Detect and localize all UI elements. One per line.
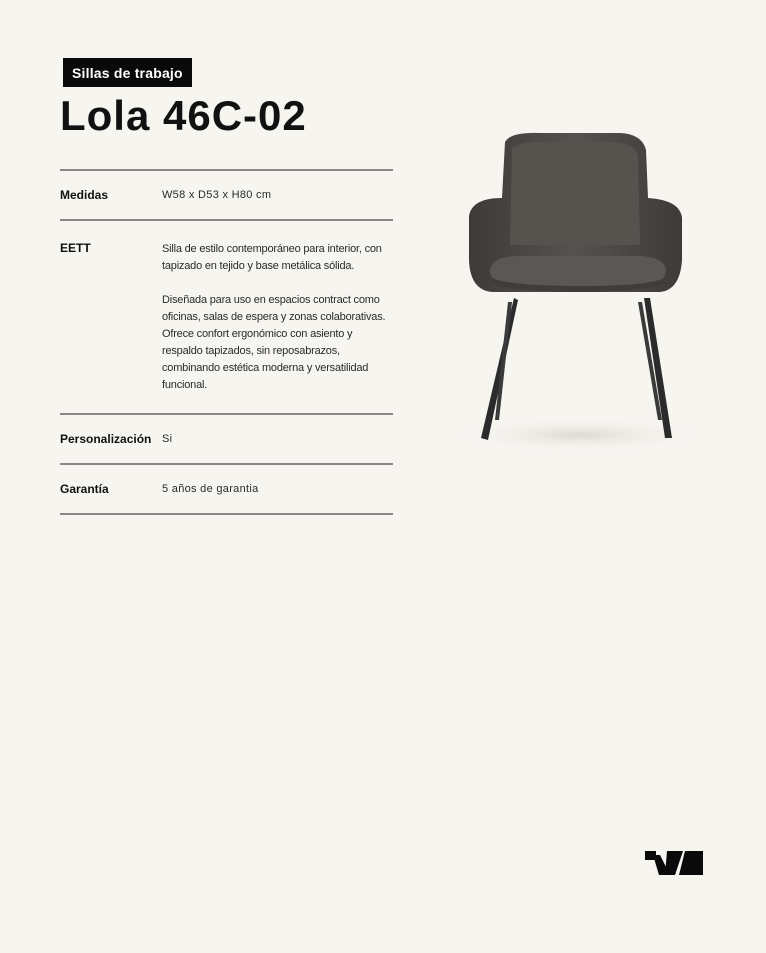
spec-value-personalizacion: Si	[162, 433, 173, 445]
spec-label-personalizacion: Personalización	[60, 432, 152, 446]
specs-table	[60, 169, 393, 515]
eett-paragraph-2: Diseñada para uso en espacios contract como oficinas, salas de espera y zonas colaborativas. Ofrece confort ergonómico con asiento y respaldo tapizados, sin reposabrazos, combinando estética moderna y versatilidad funcional.	[162, 294, 386, 391]
product-title: Lola 46C-02	[60, 92, 307, 139]
spec-row-personalizacion	[60, 413, 393, 463]
spec-label-eett: EETT	[60, 241, 91, 255]
spec-row-eett	[60, 219, 393, 413]
spec-label-medidas: Medidas	[60, 188, 109, 202]
spec-row-garantia	[60, 463, 393, 515]
spec-value-garantia: 5 años de garantia	[162, 483, 259, 495]
chair-photo	[450, 120, 720, 460]
category-badge: Sillas de trabajo	[63, 58, 192, 87]
spec-row-medidas	[60, 169, 393, 219]
eett-paragraph-1: Silla de estilo contemporáneo para interior, con tapizado en tejido y base metálica sólida.	[162, 243, 382, 272]
spec-value-eett	[162, 241, 393, 394]
brand-logo	[645, 851, 703, 875]
spec-label-garantia: Garantía	[60, 482, 109, 496]
spec-value-medidas: W58 x D53 x H80 cm	[162, 189, 272, 201]
